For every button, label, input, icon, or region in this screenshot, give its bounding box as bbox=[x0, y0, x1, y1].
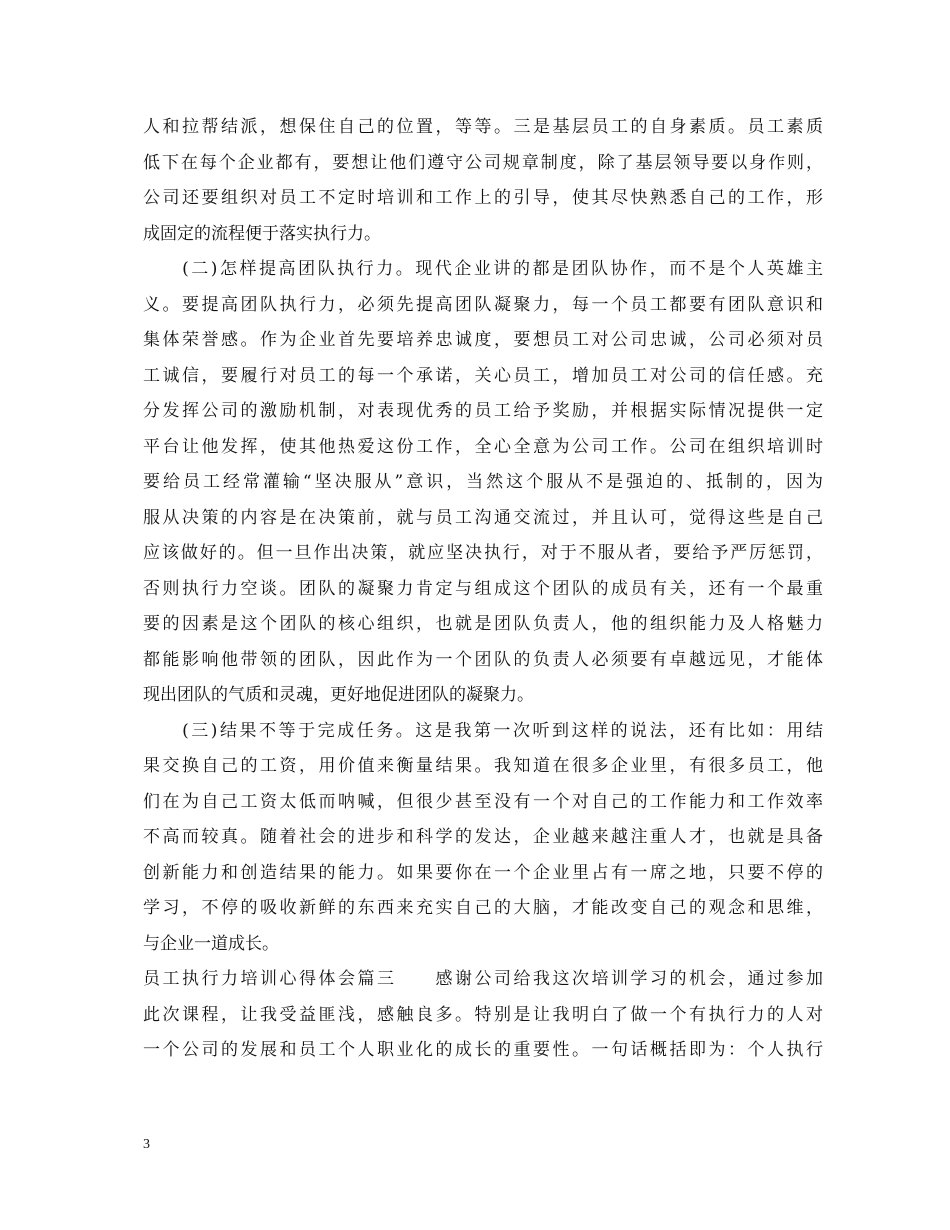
text-line: 集体荣誉感。作为企业首先要培养忠诚度，要想员工对公司忠诚，公司必须对员 bbox=[143, 330, 823, 350]
text-line: 应该做好的。但一旦作出决策，就应坚决执行，对于不服从者，要给予严厉惩罚， bbox=[143, 543, 823, 563]
text-line: 平台让他发挥，使其他热爱这份工作，全心全意为公司工作。公司在组织培训时 bbox=[143, 436, 823, 457]
text-line: 都能影响他带领的团队，因此作为一个团队的负责人必须要有卓越远见，才能体 bbox=[143, 649, 823, 670]
text-line: 要的因素是这个团队的核心组织，也就是团队负责人，他的组织能力及人格魅力 bbox=[143, 614, 823, 634]
text-line: 现出团队的气质和灵魂，更好地促进团队的凝聚力。 bbox=[143, 685, 534, 705]
body-text bbox=[143, 110, 823, 1069]
text-line: 成固定的流程便于落实执行力。 bbox=[143, 223, 381, 244]
text-line: 工诚信，要履行对员工的每一个承诺，关心员工，增加员工对公司的信任感。充 bbox=[143, 365, 823, 386]
text-line: 服从决策的内容是在决策前，就与员工沟通交流过，并且认可，觉得这些是自己 bbox=[143, 507, 823, 528]
text-line: (三)结果不等于完成任务。这是我第一次听到这样的说法，还有比如：用结 bbox=[143, 720, 823, 741]
text-line: 人和拉帮结派，想保住自己的位置，等等。三是基层员工的自身素质。员工素质 bbox=[143, 117, 823, 137]
text-line: 此次课程，让我受益匪浅，感触良多。特别是让我明白了做一个有执行力的人对 bbox=[143, 1004, 823, 1025]
text-line: 与企业一道成长。 bbox=[143, 933, 279, 954]
text-line: 员工执行力培训心得体会篇三 感谢公司给我这次培训学习的机会，通过参加 bbox=[143, 969, 823, 989]
text-line: 义。要提高团队执行力，必须先提高团队凝聚力，每一个员工都要有团队意识和 bbox=[143, 294, 823, 315]
text-line: 公司还要组织对员工不定时培训和工作上的引导，使其尽快熟悉自己的工作，形 bbox=[143, 188, 823, 208]
text-line: (二)怎样提高团队执行力。现代企业讲的都是团队协作，而不是个人英雄主 bbox=[143, 259, 823, 279]
text-line: 一个公司的发展和员工个人职业化的成长的重要性。一句话概括即为：个人执行 bbox=[143, 1040, 823, 1060]
text-line: 们在为自己工资太低而呐喊，但很少甚至没有一个对自己的工作能力和工作效率 bbox=[143, 791, 823, 812]
text-line: 否则执行力空谈。团队的凝聚力肯定与组成这个团队的成员有关，还有一个最重 bbox=[143, 578, 823, 599]
text-line: 要给员工经常灌输“坚决服从”意识，当然这个服从不是强迫的、抵制的，因为 bbox=[143, 472, 823, 492]
text-line: 果交换自己的工资，用价值来衡量结果。我知道在很多企业里，有很多员工，他 bbox=[143, 756, 823, 776]
text-line: 创新能力和创造结果的能力。如果要你在一个企业里占有一席之地，只要不停的 bbox=[143, 862, 823, 883]
page-number: 3 bbox=[143, 1137, 150, 1152]
text-line: 不高而较真。随着社会的进步和科学的发达，企业越来越注重人才，也就是具备 bbox=[143, 827, 823, 847]
text-line: 低下在每个企业都有，要想让他们遵守公司规章制度，除了基层领导要以身作则， bbox=[143, 152, 823, 173]
text-line: 分发挥公司的激励机制，对表现优秀的员工给予奖励，并根据实际情况提供一定 bbox=[143, 401, 823, 421]
text-line: 学习，不停的吸收新鲜的东西来充实自己的大脑，才能改变自己的观念和思维， bbox=[143, 898, 823, 918]
